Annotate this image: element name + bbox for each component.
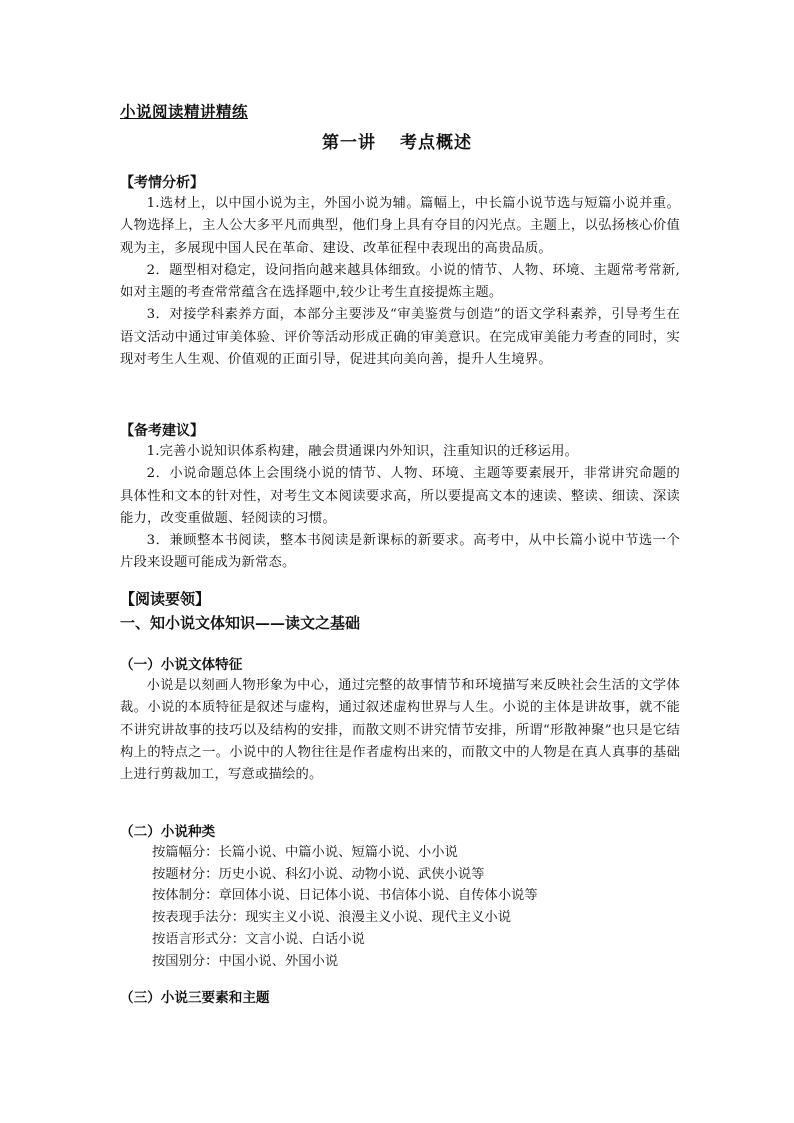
type-item: 按题材分：历史小说、科幻小说、动物小说、武侠小说等 <box>152 866 485 882</box>
reading-section <box>120 588 680 634</box>
reading-heading: 【阅读要领】 <box>120 590 211 608</box>
lecture-topic: 考点概述 <box>400 133 472 153</box>
types-section <box>120 822 680 972</box>
lecture-title <box>0 128 794 153</box>
analysis-section <box>120 173 680 371</box>
features-section <box>120 655 680 786</box>
elements-heading: （三）小说三要素和主题 <box>120 990 270 1006</box>
type-item: 按体制分：章回体小说、日记体小说、书信体小说、自传体小说等 <box>152 888 538 904</box>
advice-section <box>120 421 680 575</box>
part-one-title: 一、知小说文体知识——读文之基础 <box>120 614 361 632</box>
type-item: 按篇幅分：长篇小说、中篇小说、短篇小说、小小说 <box>152 845 458 860</box>
type-item: 按表现手法分：现实主义小说、浪漫主义小说、现代主义小说 <box>152 910 512 926</box>
document-title: 小说阅读精讲精练 <box>120 102 249 121</box>
analysis-heading: 【考情分析】 <box>120 175 204 191</box>
analysis-paragraph-3: 3．对接学科素养方面，本部分主要涉及“审美鉴赏与创造”的语文学科素养，引导考生在语文活动中通过审美体验、评价等活动形成正确的审美意识。在完成审美能力考查的同时，实现对考生人生观、价值观的正面引导，促进其向美向善，提升人生境界。 <box>120 307 680 368</box>
advice-paragraph-1: 1.完善小说知识体系构建，融会贯通课内外知识，注重知识的迁移运用。 <box>146 444 579 459</box>
advice-paragraph-2: 2．小说命题总体上会围绕小说的情节、人物、环境、主题等要素展开，非常讲究命题的具体性和文本的针对性，对考生文本阅读要求高，所以要提高文本的速读、整读、细读、深读能力，改变重做题、轻阅读的习惯。 <box>120 466 680 526</box>
type-item: 按国别分：中国小说、外国小说 <box>152 953 339 969</box>
advice-paragraph-3: 3．兼顾整本书阅读，整本书阅读是新课标的新要求。高考中，从中长篇小说中节选一个片段来设题可能成为新常态。 <box>120 533 680 571</box>
lecture-number: 第一讲 <box>322 133 376 153</box>
analysis-paragraph-2: 2．题型相对稳定，设问指向越来越具体细致。小说的情节、人物、环境、主题常考常新,如对主题的考查常常蕴含在选择题中,较少让考生直接提炼主题。 <box>120 262 680 301</box>
advice-heading: 【备考建议】 <box>120 423 204 439</box>
features-paragraph: 小说是以刻画人物形象为中心，通过完整的故事情节和环境描写来反映社会生活的文学体裁。小说的本质特征是叙述与虚构，通过叙述虚构世界与人生。小说的主体是讲故事，就不能不讲究讲故事的技巧以及结构的安排，而散文则不讲究情节安排，所谓“形散神聚”也只是它结构上的特点之一。小说中的人物往往是作者虚构出来的，而散文中的人物是在真人真事的基础上进行剪裁加工，写意或描绘的。 <box>120 678 680 783</box>
analysis-paragraph-1: 1.选材上，以中国小说为主，外国小说为辅。篇幅上，中长篇小说节选与短篇小说并重。人物选择上，主人公大多平凡而典型，他们身上具有夺目的闪光点。主题上，以弘扬核心价值观为主，多展现中国人民在革命、建设、改革征程中表现出的高贵品质。 <box>120 196 680 256</box>
elements-section <box>120 988 680 1008</box>
type-item: 按语言形式分：文言小说、白话小说 <box>152 931 365 947</box>
types-heading: （二）小说种类 <box>120 824 216 840</box>
features-heading: （一）小说文体特征 <box>120 657 243 673</box>
